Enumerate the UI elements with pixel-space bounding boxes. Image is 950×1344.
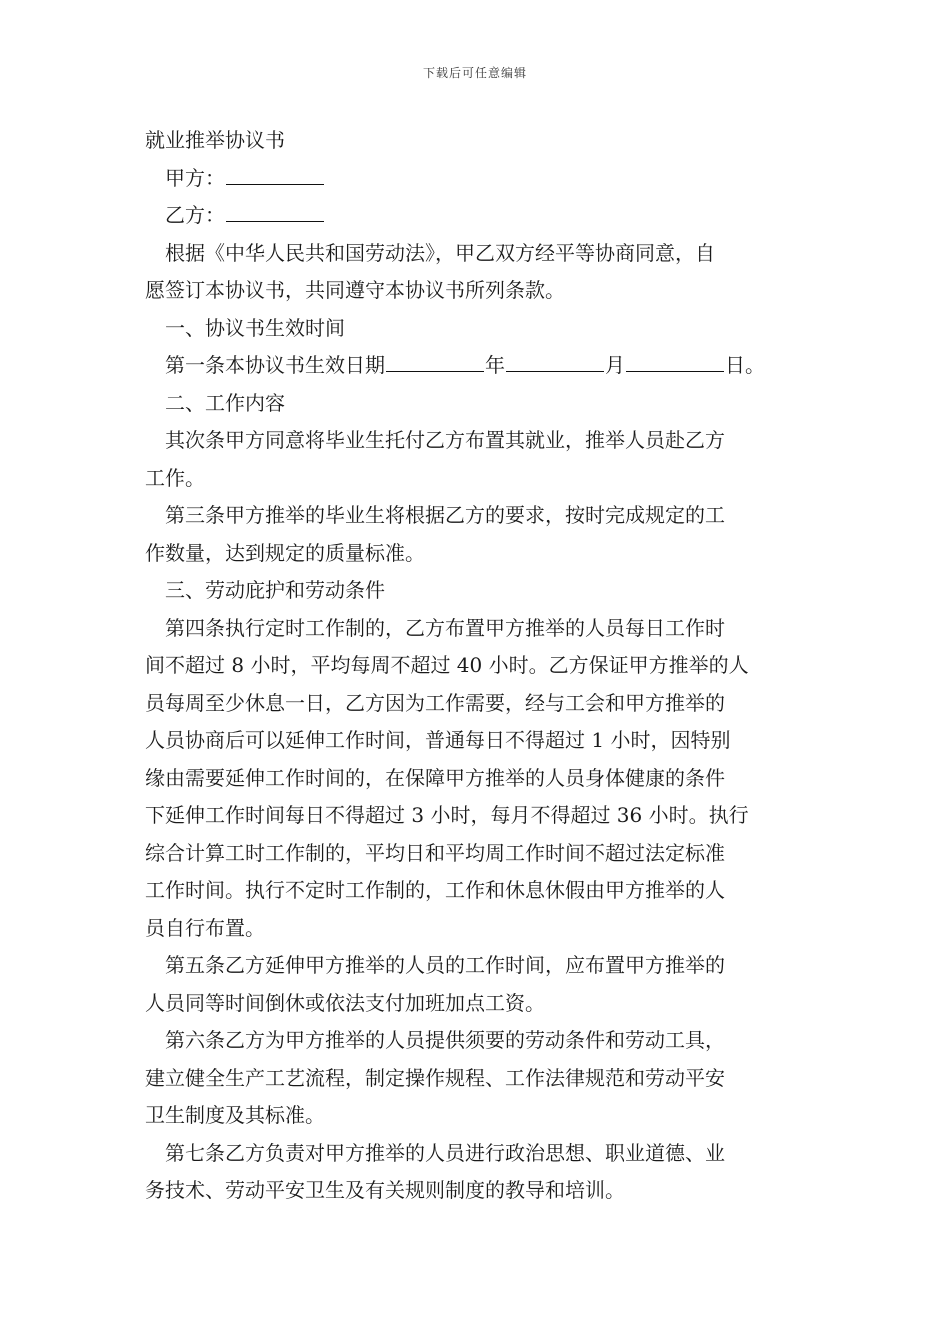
paragraph-line: 工作。 [145,465,205,490]
party-b-line [145,197,805,235]
article-4 [145,610,805,948]
paragraph-line: 务技术、劳动平安卫生及有关规则制度的教导和培训。 [145,1178,625,1202]
section-heading-3: 三、劳动庇护和劳动条件 [165,578,385,602]
party-a-blank [226,160,324,185]
year-blank [386,347,484,372]
paragraph-line: 员自行布置。 [145,915,265,940]
section-heading-1: 一、协议书生效时间 [165,315,345,340]
paragraph-line: 第五条乙方延伸甲方推举的人员的工作时间，应布置甲方推举的 [165,953,725,977]
party-b-blank [226,197,324,222]
article-6 [145,1022,805,1135]
paragraph-line: 员每周至少休息一日，乙方因为工作需要，经与工会和甲方推举的 [145,690,725,715]
paragraph-line: 人员同等时间倒休或依法支付加班加点工资。 [145,990,545,1015]
paragraph-line: 愿签订本协议书，共同遵守本协议书所列条款。 [145,278,565,302]
page-header: 下载后可任意编辑 [422,66,527,80]
paragraph-line: 下延伸工作时间每日不得超过 3 小时，每月不得超过 36 小时。执行 [145,803,749,827]
day-blank [626,347,724,372]
article-5 [145,947,805,1022]
paragraph-line: 建立健全生产工艺流程，制定操作规程、工作法律规范和劳动平安 [145,1065,725,1090]
article-1-prefix: 第一条本协议书生效日期 [165,353,385,377]
paragraph-line: 第七条乙方负责对甲方推举的人员进行政治思想、职业道德、业 [165,1140,725,1165]
document-body [145,122,805,1210]
paragraph-line: 第六条乙方为甲方推举的人员提供须要的劳动条件和劳动工具， [165,1028,725,1052]
paragraph-line: 其次条甲方同意将毕业生托付乙方布置其就业，推举人员赴乙方 [165,428,725,452]
paragraph-line: 综合计算工时工作制的，平均日和平均周工作时间不超过法定标准 [145,840,725,865]
paragraph-line: 卫生制度及其标准。 [145,1103,325,1127]
party-b-label: 乙方： [165,203,225,227]
paragraph-line: 第四条执行定时工作制的，乙方布置甲方推举的人员每日工作时 [165,615,725,640]
paragraph-line: 工作时间。执行不定时工作制的，工作和休息休假由甲方推举的人 [145,878,725,902]
party-a-line [145,160,805,198]
day-label: 日。 [725,353,765,377]
section-heading-2: 二、工作内容 [165,390,285,415]
article-2 [145,422,805,497]
paragraph-line: 作数量，达到规定的质量标准。 [145,540,425,565]
article-1 [145,347,805,385]
paragraph-line: 间不超过 8 小时，平均每周不超过 40 小时。乙方保证甲方推举的人 [145,653,749,677]
article-3 [145,497,805,572]
paragraph-line: 根据《中华人民共和国劳动法》，甲乙双方经平等协商同意，自 [165,240,715,265]
article-7 [145,1135,805,1210]
month-label: 月 [605,353,625,377]
paragraph-line: 第三条甲方推举的毕业生将根据乙方的要求，按时完成规定的工 [165,503,725,527]
paragraph-line: 缘由需要延伸工作时间的，在保障甲方推举的人员身体健康的条件 [145,765,725,790]
party-a-label: 甲方： [165,165,225,190]
document-title: 就业推举协议书 [145,128,285,152]
paragraph-line: 人员协商后可以延伸工作时间，普通每日不得超过 1 小时，因特别 [145,728,731,752]
month-blank [506,347,604,372]
year-label: 年 [485,353,505,377]
intro-paragraph [145,235,805,310]
